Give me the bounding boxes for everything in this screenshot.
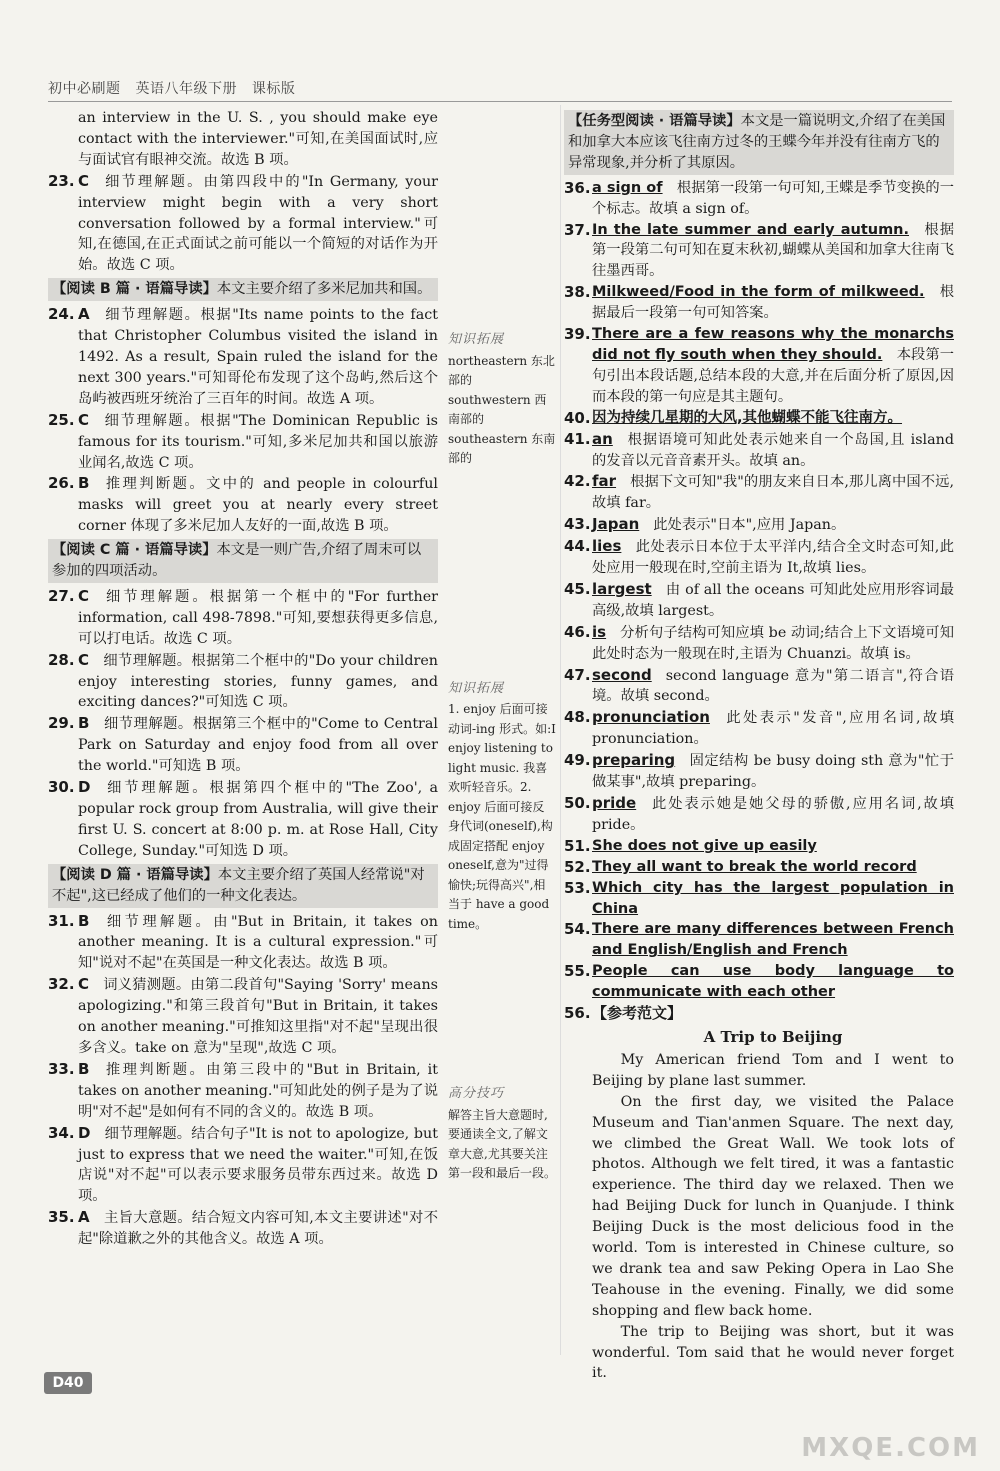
answer-key: 因为持续几星期的大风,其他蝴蝶不能飞往南方。: [592, 409, 903, 426]
item-number: 27.: [48, 586, 75, 605]
answer-key: There are many differences between French and English/English and French: [592, 921, 954, 959]
answer-key: far: [592, 472, 617, 491]
answer-key: a sign of: [592, 179, 663, 196]
explanation-text: 细节理解题。根据"The Dominican Republic is famous for its tourism."可知,多米尼加共和国以旅游业闻名,故选 C 项。: [78, 412, 438, 471]
answer-item: [564, 961, 954, 1003]
item-number: 50.: [564, 794, 591, 812]
answer-key: Which city has the largest population in China: [592, 879, 954, 917]
answer-key: lies: [592, 537, 622, 556]
side-notes: [448, 330, 556, 1214]
item-number: 55.: [564, 962, 591, 981]
answer-key: C: [78, 586, 90, 605]
item-number: 37.: [564, 220, 591, 239]
item-number: 28.: [48, 650, 75, 669]
answer-item: [564, 282, 954, 324]
task-reading-guide: 【任务型阅读 · 语篇导读】本文是一篇说明文,介绍了在美国和加拿大本应该飞往南方过冬的王蝶今年并没有往南方飞的异常现象,并分析了其原因。: [564, 110, 954, 175]
answer-item: [564, 878, 954, 920]
item-number: 47.: [564, 665, 591, 684]
right-items-fill: [564, 429, 954, 836]
answer-item: [48, 911, 438, 975]
header-series: 初中必刷题: [48, 81, 121, 97]
answer-key: preparing: [592, 751, 676, 770]
answer-item: [564, 622, 954, 665]
essay-title: A Trip to Beijing: [703, 1027, 843, 1046]
right-items-task: [564, 178, 954, 429]
answer-key: C: [78, 410, 90, 429]
item-number: 39.: [564, 325, 591, 344]
note-title: 知识拓展: [448, 680, 505, 696]
left-column: [48, 108, 438, 1250]
explanation-text: 由 of all the oceans 可知此处应用形容词最高级,故填 largest。: [592, 581, 954, 619]
item-number: 49.: [564, 751, 591, 770]
item-number: 53.: [564, 878, 591, 897]
item-number: 51.: [564, 836, 591, 855]
right-items-sentences: [564, 836, 954, 1003]
answer-item: [564, 408, 954, 429]
answer-item: [48, 777, 438, 862]
answer-key: A: [78, 305, 90, 324]
answer-item: [48, 1123, 438, 1208]
explanation-text: 根据第一段第一句可知,王蝶是季节变换的一个标志。故填 a sign of。: [592, 179, 954, 217]
answer-key: People can use body language to communicate with each other: [592, 963, 954, 1001]
answer-item: [564, 836, 954, 857]
right-column: [564, 108, 954, 1384]
item-number: 33.: [48, 1059, 75, 1078]
explanation-text: second language 意为"第二语言",符合语境。故填 second。: [592, 667, 954, 705]
explanation-text: 细节理解题。根据第四个框中的"The Zoo', a popular rock group from Australia, will give their first U. S. concert at 8:00 p. m. at Rose Hall, City College, Sunday."可知选 D 项。: [78, 780, 438, 859]
answer-key: largest: [592, 579, 652, 598]
answer-item: [564, 220, 954, 283]
item-number: 41.: [564, 429, 591, 448]
explanation-text: 细节理解题。根据第二个框中的"Do your children enjoy interesting stories, funny games, and exciting dances?"可知选 C 项。: [78, 652, 438, 711]
header-edition: 课标版: [251, 81, 296, 97]
answer-item: [564, 536, 954, 579]
explanation-text: 此处表示日本位于太平洋内,结合全文时态可知,此处应用一般现在时,空前主语为 It,故填 lies。: [592, 539, 954, 577]
answer-item: [564, 857, 954, 878]
answer-key: pronunciation: [592, 708, 710, 727]
item-number: 35.: [48, 1208, 75, 1227]
reading-d-guide: 【阅读 D 篇 · 语篇导读】本文主要介绍了英国人经常说"对不起",这已经成了他们的一种文化表达。: [48, 864, 438, 908]
item-number: 34.: [48, 1123, 75, 1142]
knowledge-note-1: [448, 330, 556, 469]
explanation-text: 此处表示"发音",应用名词,故填 pronunciation。: [592, 710, 954, 748]
essay-paragraph: My American friend Tom and I went to Beijing by plane last summer.: [592, 1051, 954, 1089]
note-text: 解答主旨大意题时,要通读全文,了解文章大意,尤其要关注第一段和最后一段。: [448, 1107, 557, 1180]
answer-item: [48, 473, 438, 537]
answer-key: Japan: [592, 515, 640, 534]
answer-item: [564, 429, 954, 472]
note-title: 高分技巧: [448, 1086, 505, 1101]
reading-c-guide: 【阅读 C 篇 · 语篇导读】本文是一则广告,介绍了周末可以参加的四项活动。: [48, 539, 438, 583]
item-number: 40.: [564, 408, 591, 427]
answer-key: B: [78, 474, 90, 493]
item-number: 44.: [564, 537, 591, 556]
explanation-text: 细节理解题。根据第三个框中的"Come to Central Park on Saturday and enjoy food from all over the world."可知选 B 项。: [78, 716, 438, 775]
answer-item: [48, 974, 438, 1059]
explanation-text: 本段第一句引出本段话题,总结本段的大意,并在后面分析了原因,因而本段的第一句应是其主题句。: [592, 346, 954, 405]
answer-item: [564, 707, 954, 750]
item-number: 46.: [564, 622, 591, 641]
note-text: 1. enjoy 后面可接动词-ing 形式。如:I enjoy listening to light music. 我喜欢听轻音乐。2. enjoy 后面可接反身代词(oneself),构成固定搭配 enjoy oneself,意为"过得愉快;玩得高兴",相当于 have a good time。: [448, 702, 556, 931]
item-number: 43.: [564, 515, 591, 534]
explanation-text: 细节理解题。由"But in Britain, it takes on another meaning. It is a cultural expression."可知"说对不起"在英国是一种文化表达。故选 B 项。: [78, 913, 438, 972]
answer-item: [564, 665, 954, 708]
note-title: 知识拓展: [448, 332, 505, 347]
answer-key: They all want to break the world record: [592, 858, 917, 875]
item-number: 52.: [564, 857, 591, 876]
left-items-d: [48, 911, 438, 1251]
item-number: 38.: [564, 283, 591, 302]
answer-item: [48, 1207, 438, 1250]
answer-key: B: [78, 1059, 90, 1078]
answer-key: D: [78, 778, 91, 797]
item-number: 54.: [564, 920, 591, 939]
item-number: 36.: [564, 178, 591, 197]
explanation-text: 根据下文可知"我"的朋友来自日本,那儿离中国不远,故填 far。: [592, 474, 954, 512]
answer-key: is: [592, 622, 607, 641]
item-number: 31.: [48, 911, 75, 930]
answer-item: [564, 514, 954, 536]
essay-paragraph: On the first day, we visited the Palace Museum and Tian'anmen Square. The next day, we climbed the Great Wall. We took lots of photos. Although we felt tired, it was a fantastic experience. The third day we relaxed. Then we had Beijing Duck for lunch in Quanjude. I think Beijing Duck is the most delicious food in the world. Tom is interested in Chinese culture, so we drank tea and saw Peking Opera in Lao She Teahouse in the evening. Finally, we did some shopping and flew back home.: [592, 1093, 954, 1319]
reading-b-guide: 【阅读 B 篇 · 语篇导读】本文主要介绍了多米尼加共和国。: [48, 278, 438, 301]
essay-paragraph: The trip to Beijing was short, but it was wonderful. Tom said that he would never forget it.: [592, 1323, 954, 1382]
answer-item: [48, 1059, 438, 1123]
explanation-text: 词义猜测题。由第二段首句"Saying 'Sorry' means apologizing."和第三段首句"But in Britain, it takes on another meaning."可推知这里指"对不起"呈现出很多含义。take on 意为"呈现",故选 C 项。: [78, 977, 438, 1056]
explanation-text: 分析句子结构可知应填 be 动词;结合上下文语境可知此处时态为一般现在时,主语为 Chuanzi。故填 is。: [592, 624, 954, 662]
answer-item: [564, 579, 954, 622]
answer-key: C: [78, 650, 90, 669]
note-text: northeastern 东北部的 southwestern 西南部的 southeastern 东南部的: [448, 353, 556, 465]
item-number: 30.: [48, 778, 75, 797]
answer-item: [48, 586, 438, 650]
answer-key: C: [78, 975, 90, 994]
answer-item: [564, 750, 954, 793]
explanation-text: 主旨大意题。结合短文内容可知,本文主要讲述"对不起"除道歉之外的其他含义。故选 A 项。: [78, 1210, 438, 1248]
answer-key: She does not give up easily: [592, 837, 817, 854]
answer-item: [48, 410, 438, 474]
explanation-text: 根据语境可知此处表示她来自一个岛国,且 island 的发音以元音音素开头。故填 an。: [592, 431, 954, 469]
item-number: 23.: [48, 171, 75, 190]
item-number: 45.: [564, 579, 591, 598]
item-number: 25.: [48, 410, 75, 429]
answer-item: [564, 178, 954, 220]
score-tip-note: [448, 1084, 556, 1184]
explanation-text: 根据第一段第二句可知在夏末秋初,蝴蝶从美国和加拿大往南飞往墨西哥。: [592, 221, 954, 280]
explanation-text: 细节理解题。结合句子"It is not to apologize, but just to express that we need the waiter."可知,在饭店说"对不起"可以表示要求服务员带东西过来。故选 D 项。: [78, 1125, 438, 1205]
page-header: [48, 78, 305, 98]
item-number: 32.: [48, 975, 75, 994]
watermark: MXQE.COM: [801, 1433, 980, 1463]
answer-key: pride: [592, 794, 637, 812]
page-number: D40: [44, 1372, 92, 1394]
answer-item: [48, 713, 438, 777]
explanation-text: 推理判断题。文中的 and people in colourful masks will greet you at nearly every street corner 体现了多米尼加人友好的一面,故选 B 项。: [78, 476, 438, 535]
answer-item: [564, 919, 954, 961]
item-number: 24.: [48, 305, 75, 324]
answer-item: [564, 793, 954, 836]
item-number: 42.: [564, 472, 591, 491]
item-22-continued: an interview in the U. S. , you should make eye contact with the interviewer."可知,在美国面试时,应与面试官有眼神交流。故选 B 项。: [78, 110, 438, 168]
answer-item: [48, 171, 438, 277]
item-number: 56.: [564, 1004, 591, 1023]
explanation-text: 此处表示她是她父母的骄傲,应用名词,故填 pride。: [592, 796, 954, 833]
explanation-text: 固定结构 be busy doing sth 意为"忙于做某事",故填 preparing。: [592, 753, 954, 791]
explanation-text: 细节理解题。根据"Its name points to the fact that Christopher Columbus visited the island in 1492. As a result, Spain ruled the island for the next 300 years."可知哥伦布发现了这个岛屿,然后这个岛屿被西班牙统治了三百年的时间。故选 A 项。: [78, 307, 438, 407]
explanation-text: 细节理解题。根据第一个框中的"For further information, call 498-7898."可知,要想获得更多信息,可以打电话。故选 C 项。: [78, 588, 438, 647]
answer-key: B: [78, 911, 90, 930]
left-items-b: [48, 304, 438, 537]
answer-key: B: [78, 714, 90, 733]
answer-key: A: [78, 1208, 90, 1227]
answer-key: Milkweed/Food in the form of milkweed.: [592, 284, 925, 301]
answer-key: In the late summer and early autumn.: [592, 221, 910, 238]
explanation-text: 根据最后一段第一句可知答案。: [592, 284, 954, 322]
explanation-text: 推理判断题。由第三段中的"But in Britain, it takes on another meaning."可知此处的例子是为了说明"对不起"是如何有不同的含义的。故选 B 项。: [78, 1061, 438, 1120]
left-items-c: [48, 586, 438, 862]
item-number: 29.: [48, 714, 75, 733]
answer-item: [48, 650, 438, 714]
answer-key: C: [78, 171, 90, 190]
header-rule: [48, 101, 952, 102]
essay-label: 【参考范文】: [592, 1004, 683, 1023]
left-items-a: [48, 171, 438, 277]
column-divider: [560, 105, 561, 1355]
answer-key: an: [592, 429, 613, 448]
answer-key: D: [78, 1123, 91, 1142]
answer-key: second: [592, 665, 652, 684]
header-book: 英语八年级下册: [135, 81, 237, 97]
answer-item: [564, 471, 954, 514]
model-essay: [564, 1003, 954, 1384]
explanation-text: 细节理解题。由第四段中的"In Germany, your interview might begin with a very short conversation followed by a formal interview."可知,在德国,在正式面试之前可能以一个简短的对话作为开始。故选 C 项。: [78, 173, 438, 274]
item-number: 48.: [564, 708, 591, 727]
knowledge-note-2: [448, 679, 556, 935]
answer-key: There are a few reasons why the monarchs did not fly south when they should.: [592, 326, 954, 363]
item-number: 26.: [48, 474, 75, 493]
answer-item: [564, 324, 954, 408]
explanation-text: 此处表示"日本",应用 Japan。: [653, 517, 846, 534]
answer-item: [48, 304, 438, 410]
